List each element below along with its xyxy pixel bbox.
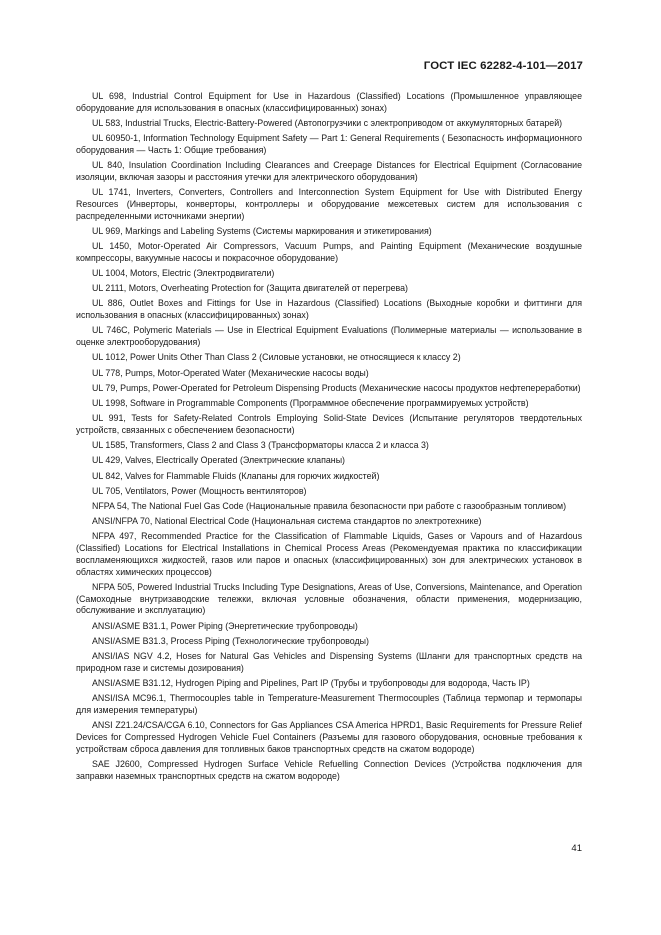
reference-entry-ansi-nfpa-70: ANSI/NFPA 70, National Electrical Code (Национальная система стандартов по электротехнике) (92, 516, 482, 527)
document-header: ГОСТ IEC 62282-4-101—2017 (423, 60, 583, 72)
reference-entry-nfpa-54: NFPA 54, The National Fuel Gas Code (Национальные правила безопасности при работе с газообразным топливом) (92, 500, 567, 511)
reference-entry-ul-1450: UL 1450, Motor-Operated Air Compressors, Vacuum Pumps, and Painting Equipment (Механические воздушные компрессоры, вакуумные насосы и покрасочное оборудование) (76, 241, 582, 263)
reference-entry-nfpa-505: NFPA 505, Powered Industrial Trucks Including Type Designations, Areas of Use, Conversions, Maintenance, and Operation (Самоходные внутризаводские тележки, включая условные обозначения, области применения, модернизацию, обслуживание и эксплуатацию) (76, 581, 582, 616)
reference-entry-ul-698: UL 698, Industrial Control Equipment for Use in Hazardous (Classified) Locations (Промышленное управляющее оборудование для использования в опасных (классифицированных) зонах) (76, 91, 582, 113)
reference-entry-ul-886: UL 886, Outlet Boxes and Fittings for Use in Hazardous (Classified) Locations (Выходные коробки и фиттинги для использования в опасных (классифицированных) зонах) (76, 298, 582, 321)
reference-entry-ul-840: UL 840, Insulation Coordination Including Clearances and Creepage Distances for Electrical Equipment (Согласование изоляции, включая зазоры и расстояния утечки для электрического оборудования) (76, 160, 582, 182)
reference-entry-ul-2111: UL 2111, Motors, Overheating Protection for (Защита двигателей от перегрева) (92, 283, 408, 294)
reference-entry-ul-79: UL 79, Pumps, Power-Operated for Petroleum Dispensing Products (Механические насосы продуктов нефтепереработки) (92, 382, 581, 393)
reference-entry-ul-1585: UL 1585, Transformers, Class 2 and Class 3 (Трансформаторы класса 2 и класса 3) (92, 440, 429, 451)
reference-entry-asme-b31-12: ANSI/ASME B31.12, Hydrogen Piping and Pipelines, Part IP (Трубы и трубопроводы для водорода, Часть IP) (92, 678, 530, 689)
reference-entry-ul-583: UL 583, Industrial Trucks, Electric-Battery-Powered (Автопогрузчики с электроприводом от аккумуляторных батарей) (92, 117, 563, 128)
reference-entry-ul-746c: UL 746C, Polymeric Materials — Use in Electrical Equipment Evaluations (Полимерные материалы — использование в оценке электрооборудования) (76, 325, 582, 348)
reference-entry-sae-j2600: SAE J2600, Compressed Hydrogen Surface Vehicle Refuelling Connection Devices (Устройства подключения для заправки наземных транспортных средств на сжатом водороде) (76, 758, 582, 781)
reference-entry-ul-969: UL 969, Markings and Labeling Systems (Системы маркирования и этикетирования) (92, 225, 432, 236)
reference-entry-ul-1741: UL 1741, Inverters, Converters, Controllers and Interconnection System Equipment for Use with Distributed Energy Resources (Инверторы, конверторы, контроллеры и оборудование межсетевых систем для использования с распределенными источниками энергии) (76, 187, 582, 221)
reference-entry-ias-ngv-4-2: ANSI/IAS NGV 4.2, Hoses for Natural Gas Vehicles and Dispensing Systems (Шланги для транспортных средств на природном газе и системы дозирования) (76, 651, 582, 673)
reference-entry-ul-1012: UL 1012, Power Units Other Than Class 2 (Силовые установки, не относящиеся к классу 2) (92, 352, 461, 363)
reference-entry-isa-mc96-1: ANSI/ISA MC96.1, Thermocouples table in Temperature-Measurement Thermocouples (Таблица термопар и термопары для измерения температуры) (76, 693, 582, 715)
reference-list (76, 91, 582, 786)
reference-entry-ansi-z21-24: ANSI Z21.24/CSA/CGA 6.10, Connectors for Gas Appliances CSA America HPRD1, Basic Requirements for Pressure Relief Devices for Compressed Hydrogen Vehicle Fuel Containers (Разъемы для газового оборудования, основные требования к устройствам сброса давления для топливных баков транспортных средств на сжатом водороде) (76, 720, 582, 754)
reference-entry-asme-b31-3: ANSI/ASME B31.3, Process Piping (Технологические трубопроводы) (92, 635, 369, 646)
reference-entry-asme-b31-1: ANSI/ASME B31.1, Power Piping (Энергетические трубопроводы) (92, 620, 358, 631)
reference-entry-nfpa-497: NFPA 497, Recommended Practice for the Classification of Flammable Liquids, Gases or Vapours and of Hazardous (Classified) Locations for Electrical Installations in Chemical Process Areas (Рекомендуемая практика по классификации воспламеняющихся жидкостей, газов или паров и опасных (классифицированных) зон для электрических установок в областях химических процессов) (76, 531, 582, 577)
reference-entry-ul-778: UL 778, Pumps, Motor-Operated Water (Механические насосы воды) (92, 367, 369, 378)
reference-entry-ul-1004: UL 1004, Motors, Electric (Электродвигатели) (92, 268, 275, 279)
page-number: 41 (571, 843, 582, 854)
reference-entry-ul-1998: UL 1998, Software in Programmable Components (Программное обеспечение программируемых устройств) (92, 398, 529, 408)
reference-entry-ul-991: UL 991, Tests for Safety-Related Controls Employing Solid-State Devices (Испытание регуляторов твердотельных устройств, связанных с обеспечением безопасности) (76, 413, 582, 435)
reference-entry-ul-429: UL 429, Valves, Electrically Operated (Электрические клапаны) (92, 455, 345, 466)
reference-entry-ul-60950-1: UL 60950-1, Information Technology Equipment Safety — Part 1: General Requirements ( Безопасность информационного оборудования — Часть 1: Общие требования) (76, 133, 582, 155)
reference-entry-ul-842: UL 842, Valves for Flammable Fluids (Клапаны для горючих жидкостей) (92, 470, 380, 481)
reference-entry-ul-705: UL 705, Ventilators, Power (Мощность вентиляторов) (92, 485, 307, 496)
